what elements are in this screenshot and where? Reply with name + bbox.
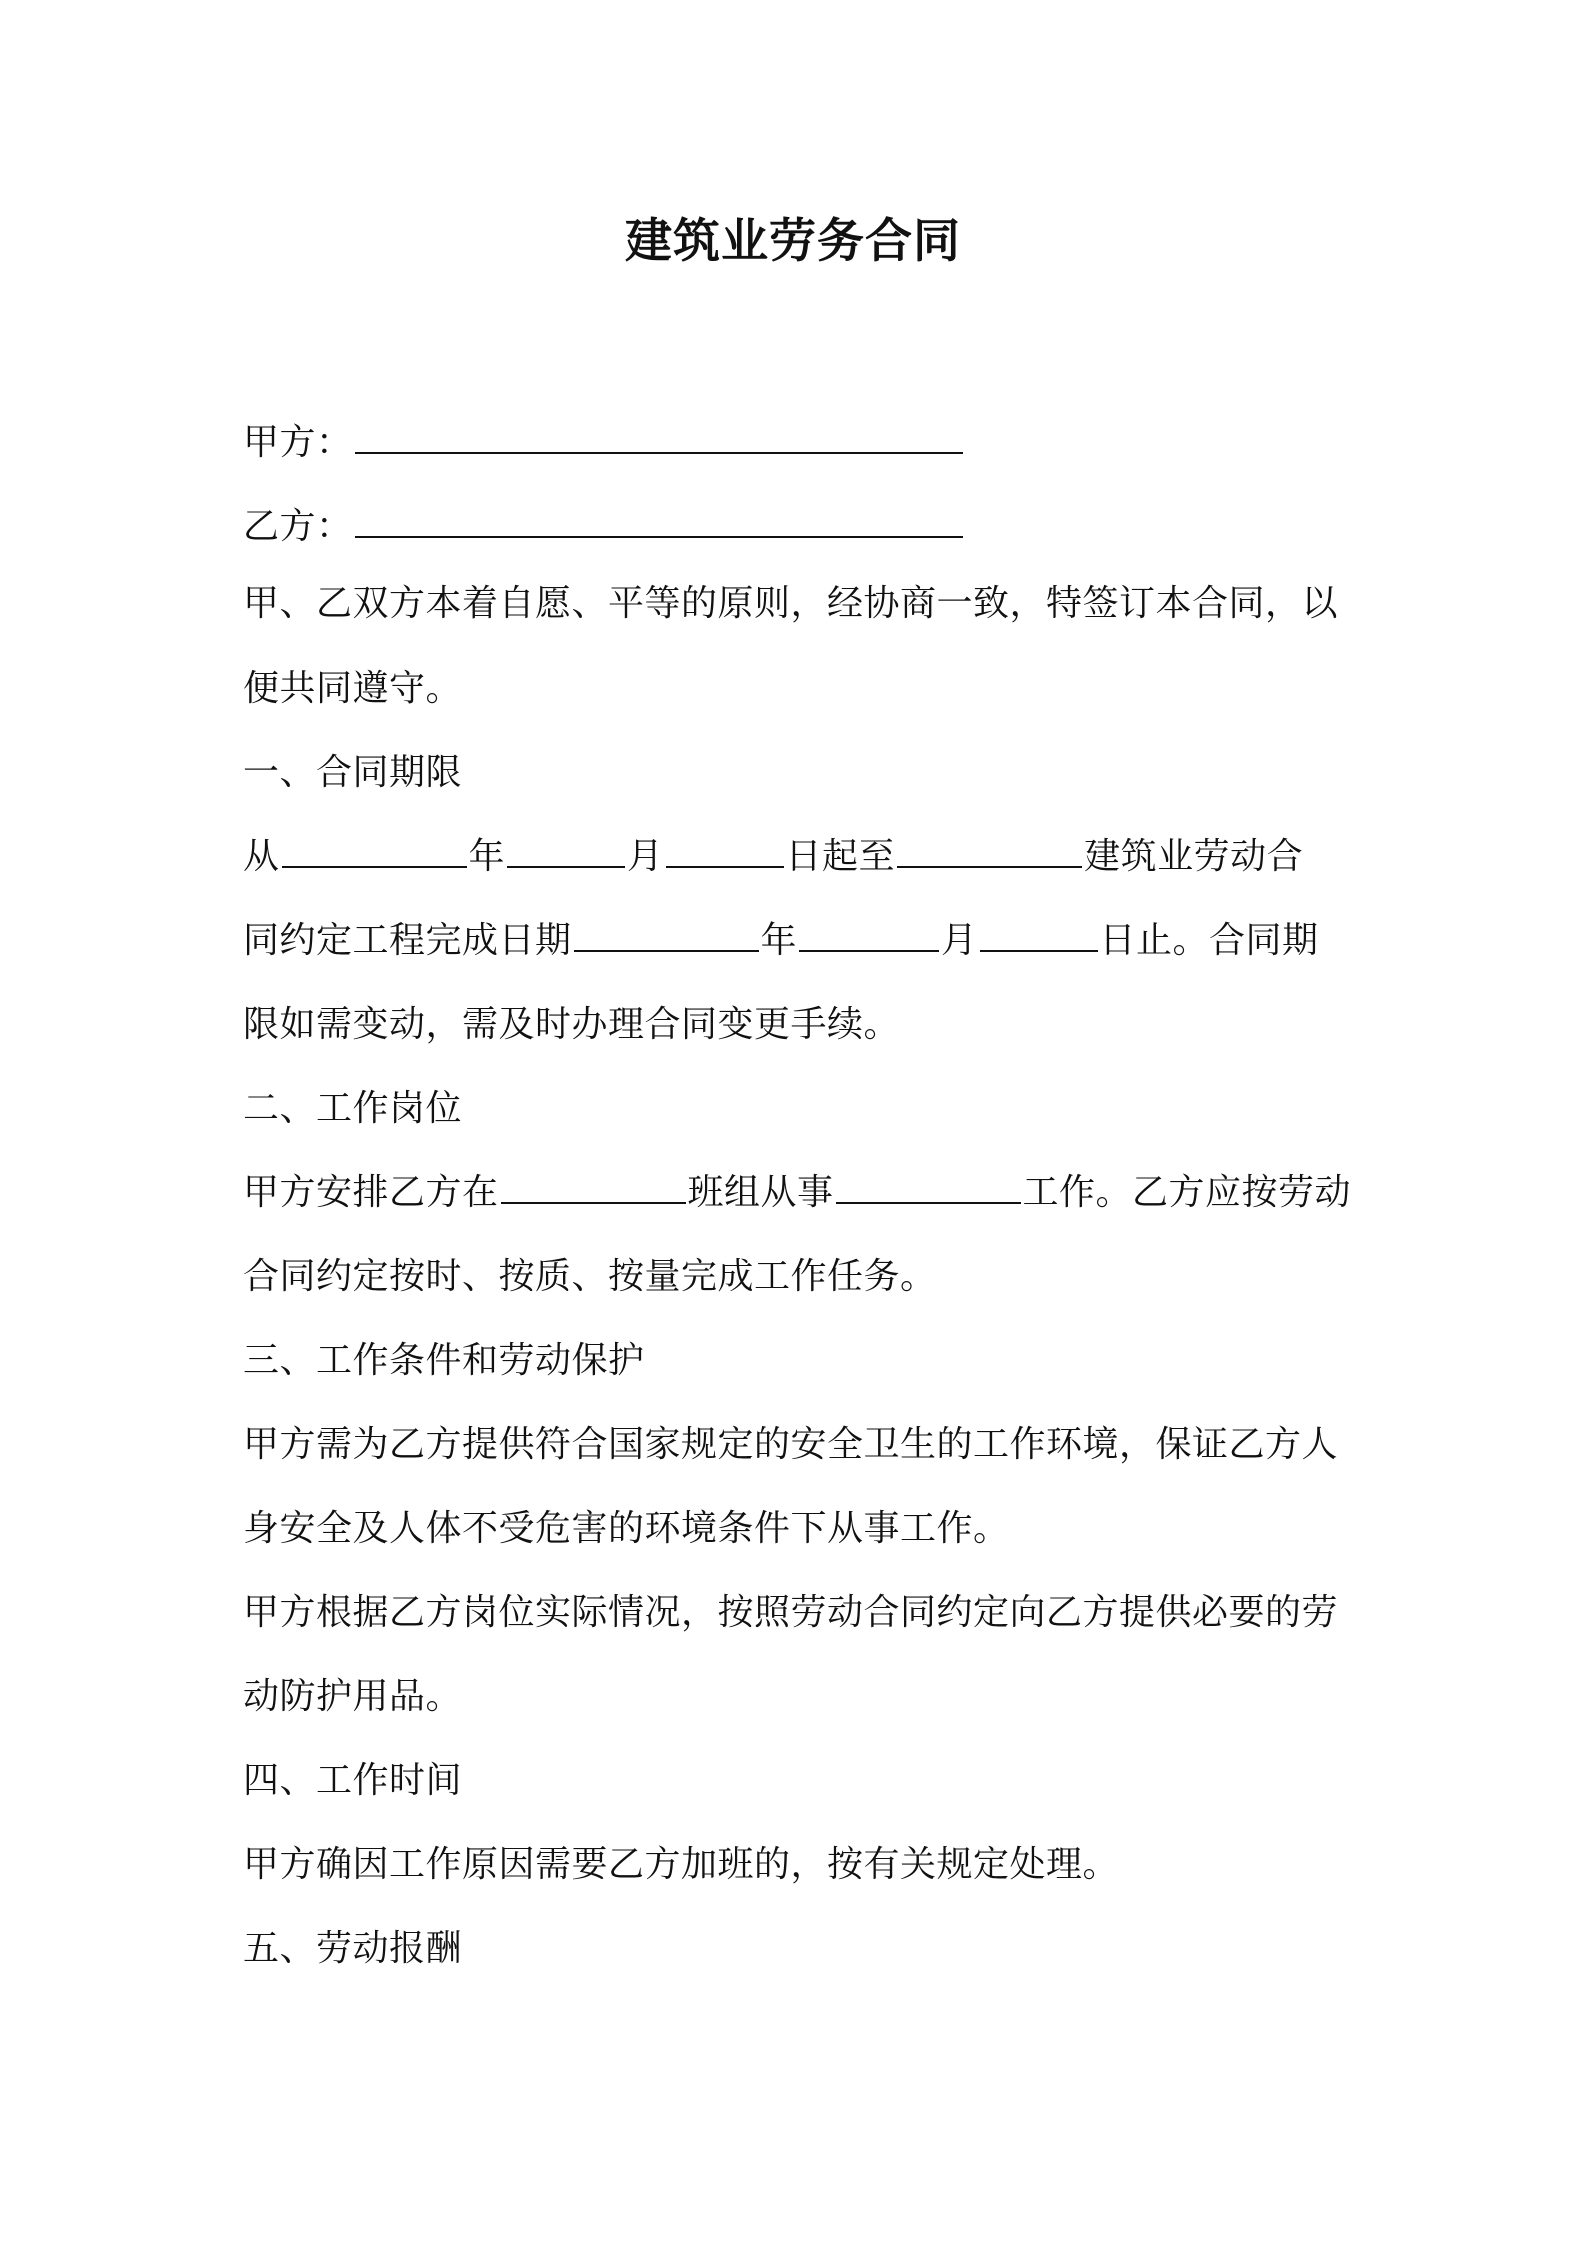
section-1-line-1 [243,832,1358,882]
team-blank[interactable] [501,1168,686,1204]
text-fragment: 班组从事 [687,1172,834,1213]
section-4-text: 甲方确因工作原因需要乙方加班的，按有关规定处理。 [243,1844,1120,1885]
section-4-heading: 四、工作时间 [243,1760,463,1801]
section-3-para-1-line-1: 甲方需为乙方提供符合国家规定的安全卫生的工作环境，保证乙方人 [243,1424,1339,1465]
party-b-blank[interactable] [355,502,963,538]
text-fragment: 从 [243,836,280,877]
job-blank[interactable] [836,1168,1021,1204]
document-title: 建筑业劳务合同 [625,214,961,269]
section-3-para-2-line-2: 动防护用品。 [243,1676,463,1717]
end-month-blank[interactable] [799,916,939,952]
party-b-line [243,502,1358,552]
start-month-blank[interactable] [507,832,625,868]
section-1-line-2 [243,916,1358,966]
section-1-line-3: 限如需变动，需及时办理合同变更手续。 [243,1004,901,1045]
text-fragment: 月 [627,836,664,877]
section-3-heading: 三、工作条件和劳动保护 [243,1340,645,1381]
party-a-blank[interactable] [355,418,963,454]
party-b-label: 乙方： [243,506,353,547]
text-fragment: 甲方安排乙方在 [243,1172,499,1213]
intro-line-2: 便共同遵守。 [243,668,463,709]
end-year-blank[interactable] [574,916,759,952]
text-fragment: 年 [760,920,798,961]
section-5-heading: 五、劳动报酬 [243,1928,463,1969]
section-2-line-2: 合同约定按时、按质、按量完成工作任务。 [243,1256,937,1297]
section-3-para-2-line-1: 甲方根据乙方岗位实际情况，按照劳动合同约定向乙方提供必要的劳 [243,1592,1339,1633]
party-a-label: 甲方： [243,422,353,463]
text-fragment: 建筑业劳动合 [1084,836,1304,877]
text-fragment: 年 [468,836,506,877]
start-year-blank[interactable] [282,832,467,868]
section-3-para-1-line-2: 身安全及人体不受危害的环境条件下从事工作。 [243,1508,1010,1549]
text-fragment: 日止。合同期 [1099,920,1319,961]
party-a-line [243,418,1358,468]
end-blank[interactable] [897,832,1082,868]
text-fragment: 日起至 [785,836,896,877]
text-fragment: 工作。乙方应按劳动 [1022,1172,1352,1213]
section-1-heading: 一、合同期限 [243,752,463,793]
intro-line-1: 甲、乙双方本着自愿、平等的原则，经协商一致，特签订本合同，以 [243,583,1339,624]
text-fragment: 月 [941,920,978,961]
end-day-blank[interactable] [980,916,1098,952]
start-day-blank[interactable] [666,832,784,868]
section-2-line-1 [243,1168,1358,1218]
text-fragment: 同约定工程完成日期 [243,920,572,961]
section-2-heading: 二、工作岗位 [243,1088,463,1129]
